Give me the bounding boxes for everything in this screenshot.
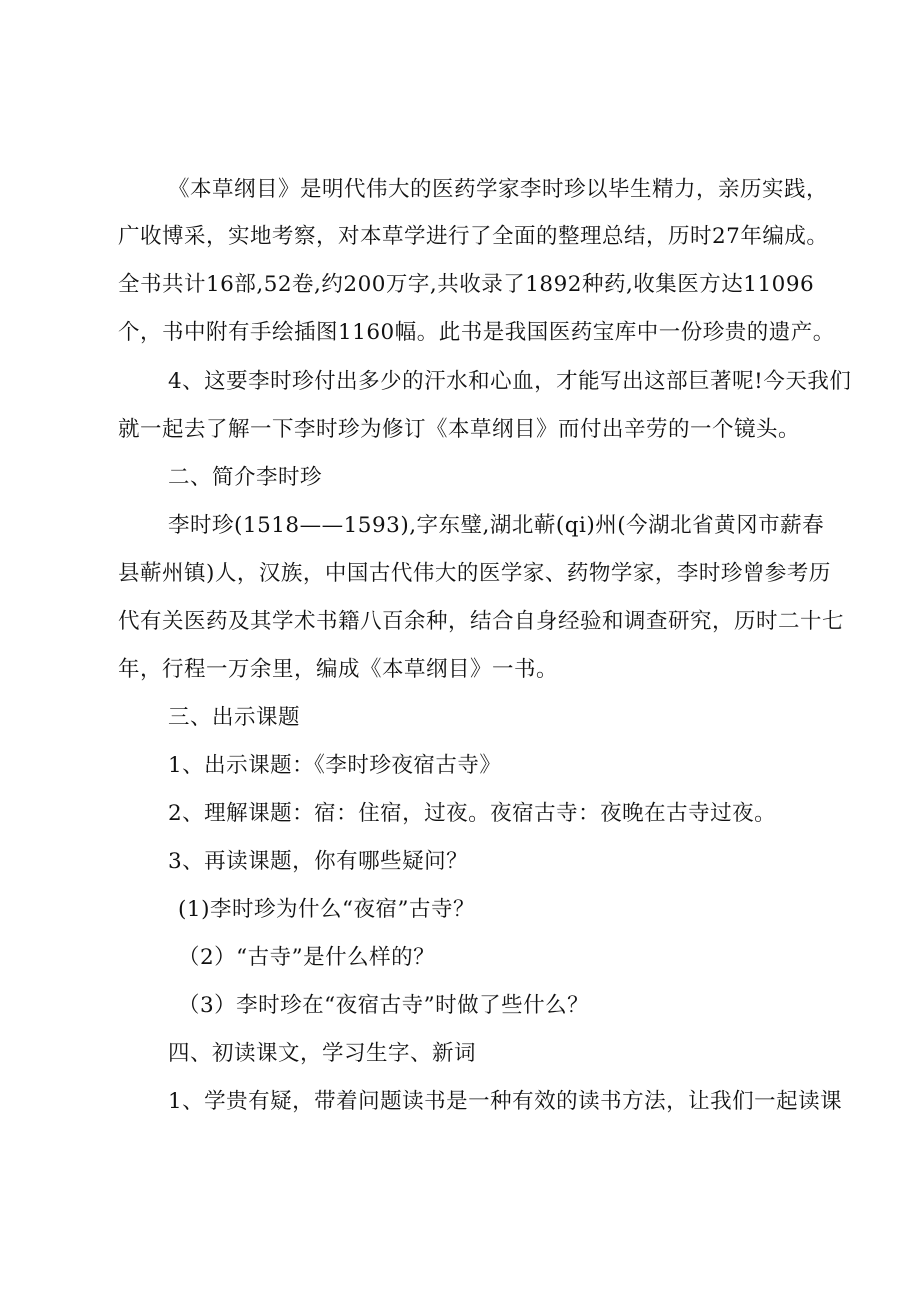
intro-line-2: 广收博采，实地考察，对本草学进行了全面的整理总结，历时27年编成。 bbox=[118, 224, 829, 249]
section-2-heading: 二、简介李时珍 bbox=[168, 465, 323, 490]
step-4-line-2: 就一起去了解一下李时珍为修订《本草纲目》而付出辛劳的一个镜头。 bbox=[118, 417, 801, 442]
item-3: 3、再读课题，你有哪些疑问？ bbox=[168, 849, 469, 874]
biography-line-2: 县蕲州镇)人，汉族，中国古代伟大的医学家、药物学家，李时珍曾参考历 bbox=[118, 561, 831, 586]
biography-line-3: 代有关医药及其学术书籍八百余种，结合自身经验和调查研究，历时二十七 bbox=[118, 609, 845, 634]
intro-line-4: 个，书中附有手绘插图1160幅。此书是我国医药宝库中一份珍贵的遗产。 bbox=[118, 320, 835, 345]
section-4-heading: 四、初读课文，学习生字、新词 bbox=[168, 1041, 477, 1066]
question-2: （2）“古寺”是什么样的？ bbox=[178, 945, 436, 970]
intro-line-3: 全书共计16部,52卷,约200万字,共收录了1892种药,收集医方达11096 bbox=[118, 272, 815, 297]
item-1: 1、出示课题：《李时珍夜宿古寺》 bbox=[168, 753, 502, 778]
item-4-1: 1、学贵有疑，带着问题读书是一种有效的读书方法，让我们一起读课 bbox=[168, 1089, 843, 1114]
item-2: 2、理解课题：宿：住宿，过夜。夜宿古寺：夜晚在古寺过夜。 bbox=[168, 801, 777, 826]
biography-line-4: 年，行程一万余里，编成《本草纲目》一书。 bbox=[118, 657, 559, 682]
intro-line-1: 《本草纲目》是明代伟大的医药学家李时珍以毕生精力，亲历实践， bbox=[168, 177, 829, 202]
step-4-line-1: 4、这要李时珍付出多少的汗水和心血，才能写出这部巨著呢!今天我们 bbox=[168, 369, 852, 394]
question-3: （3）李时珍在“夜宿古寺”时做了些什么？ bbox=[178, 993, 590, 1018]
section-3-heading: 三、出示课题 bbox=[168, 705, 301, 730]
question-1: (1)李时珍为什么“夜宿”古寺？ bbox=[178, 897, 475, 922]
biography-line-1: 李时珍(1518——1593),字东璧,湖北蕲(qi)州(今湖北省黄冈市薪春 bbox=[168, 513, 825, 538]
